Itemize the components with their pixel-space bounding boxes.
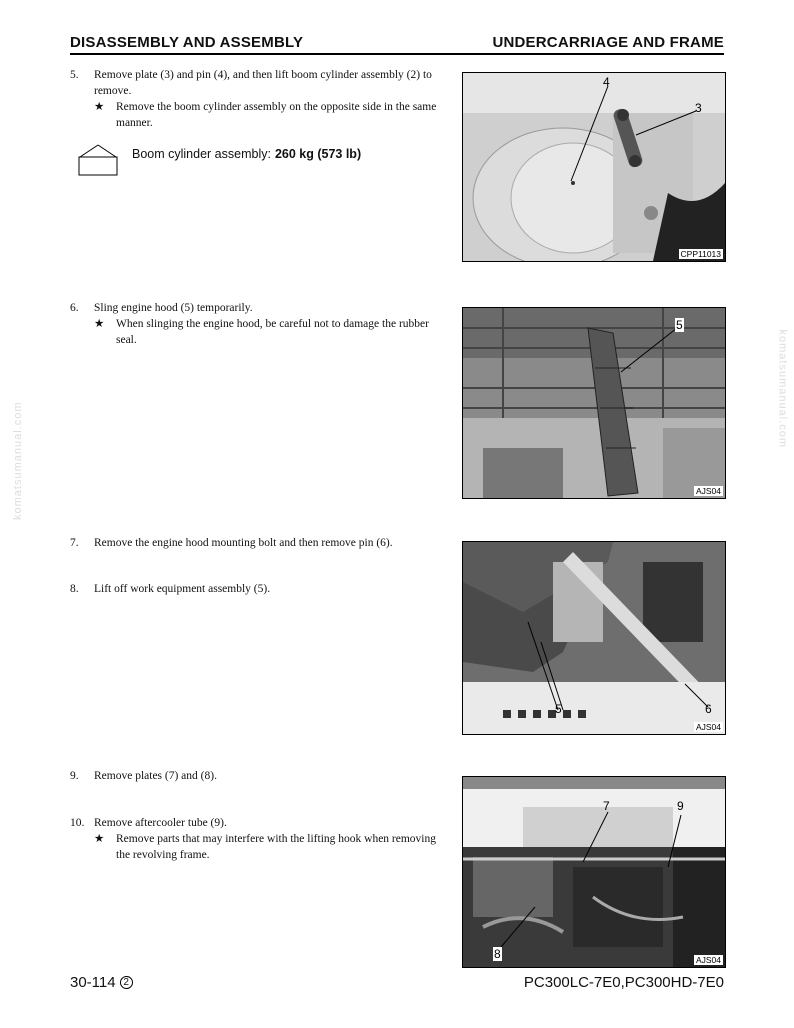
star-icon: ★ (94, 101, 105, 113)
photo-boom-cylinder (462, 72, 726, 262)
chapter-title: UNDERCARRIAGE AND FRAME (492, 34, 724, 51)
step-number: 9. (70, 770, 79, 782)
step-number: 7. (70, 537, 79, 549)
callout-3: 3 (695, 101, 702, 115)
step-text: Remove plate (3) and pin (4), and then lift boom cylinder assembly (2) to remove. (94, 69, 432, 97)
weight-label (132, 147, 361, 161)
page-footer (70, 974, 724, 994)
weight-value: 260 kg (573 lb) (274, 147, 362, 161)
photo-aftercooler (462, 776, 726, 968)
step-text: Remove plates (7) and (8). (94, 770, 217, 782)
star-icon: ★ (94, 833, 105, 845)
step-number: 10. (70, 817, 85, 829)
note-text: Remove the boom cylinder assembly on the opposite side in the same manner. (116, 101, 437, 129)
photo-code: CPP11013 (680, 249, 721, 259)
photo-code: AJS04 (695, 486, 721, 496)
callout-8: 8 (494, 947, 501, 961)
watermark-right: komatsumanual.com (776, 329, 788, 448)
note-text: Remove parts that may interfere with the lifting hook when removing the revolving frame. (116, 833, 437, 861)
step-9 (70, 768, 438, 784)
callout-5: 5 (555, 702, 562, 716)
photo-engine-hood (462, 307, 726, 499)
revision-mark: 2 (120, 976, 133, 989)
step-8 (70, 581, 438, 597)
star-icon: ★ (94, 318, 105, 330)
photo-code: AJS04 (695, 722, 721, 732)
step-7 (70, 535, 438, 551)
callout-6: 6 (705, 702, 712, 716)
photo-work-equipment (462, 541, 726, 735)
step-text: Remove aftercooler tube (9). (94, 817, 227, 829)
callout-9: 9 (677, 799, 684, 813)
step-note (94, 316, 438, 348)
callout-5: 5 (676, 318, 683, 332)
page-header (70, 33, 724, 55)
step-note (94, 831, 438, 863)
weight-label-text: Boom cylinder assembly: (132, 147, 271, 161)
step-text: Remove the engine hood mounting bolt and then remove pin (6). (94, 537, 393, 549)
section-title: DISASSEMBLY AND ASSEMBLY (70, 34, 304, 51)
weight-callout (76, 140, 416, 180)
step-text: Sling engine hood (5) temporarily. (94, 302, 253, 314)
note-text: When slinging the engine hood, be careful not to damage the rubber seal. (116, 318, 429, 346)
callout-7: 7 (603, 799, 610, 813)
step-text: Lift off work equipment assembly (5). (94, 583, 271, 595)
model-name: PC300LC-7E0,PC300HD-7E0 (523, 974, 724, 991)
step-number: 6. (70, 302, 79, 314)
callout-4: 4 (603, 75, 610, 89)
step-10 (70, 815, 438, 863)
page-number-group (70, 974, 133, 991)
step-number: 5. (70, 69, 79, 81)
step-note (94, 99, 438, 131)
step-6 (70, 300, 438, 348)
step-5 (70, 67, 438, 131)
photo-code: AJS04 (695, 955, 721, 965)
weight-icon (76, 142, 120, 178)
watermark-left: komatsumanual.com (12, 401, 24, 520)
step-number: 8. (70, 583, 79, 595)
page-number: 30-114 (70, 974, 116, 991)
